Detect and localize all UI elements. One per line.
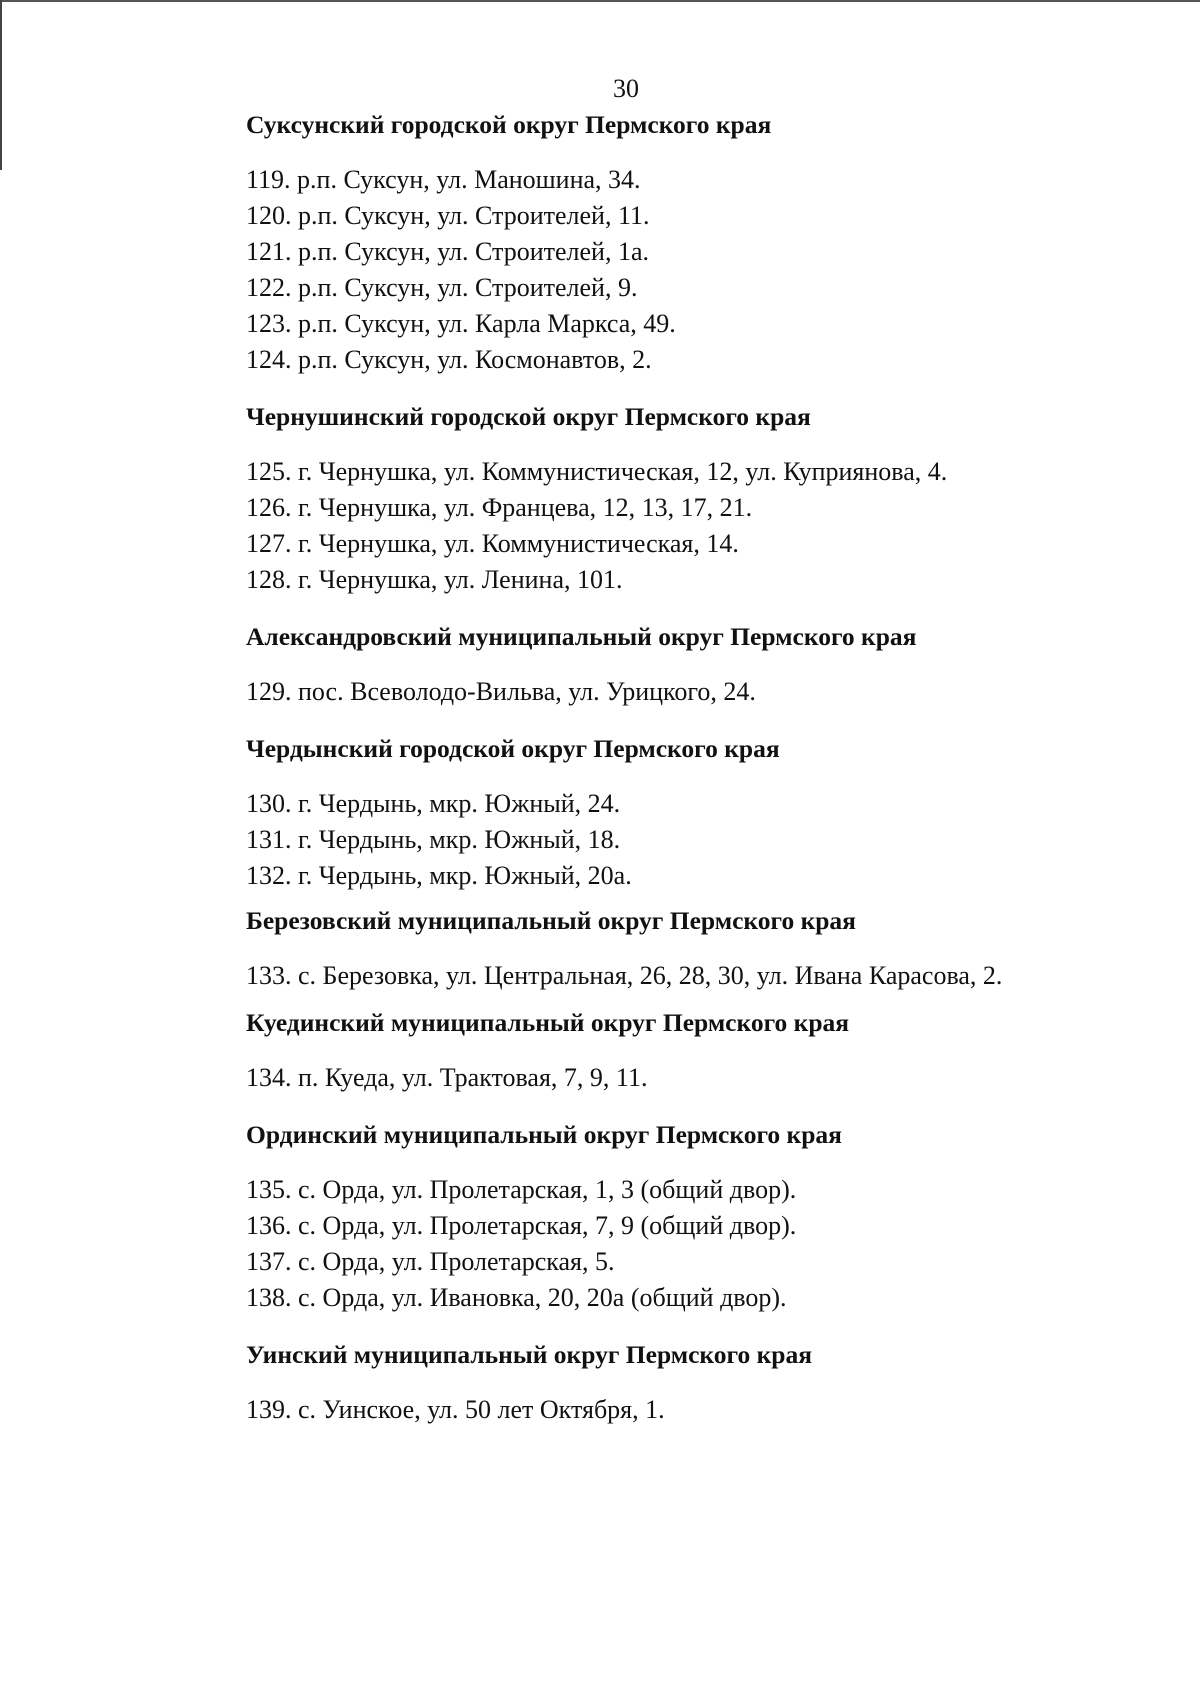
address-item: 131. г. Чердынь, мкр. Южный, 18.	[246, 825, 621, 854]
address-item: 128. г. Чернушка, ул. Ленина, 101.	[246, 565, 623, 594]
address-item: 136. с. Орда, ул. Пролетарская, 7, 9 (общий двор).	[246, 1211, 797, 1240]
address-item: 122. р.п. Суксун, ул. Строителей, 9.	[246, 273, 638, 302]
section-heading: Куединский муниципальный округ Пермского края	[246, 1008, 850, 1037]
section-heading: Чернушинский городской округ Пермского края	[246, 402, 811, 431]
address-item: 129. пос. Всеволодо-Вильва, ул. Урицкого, 24.	[246, 677, 756, 706]
section-aleksandrovsk	[246, 622, 1146, 710]
section-heading: Суксунский городской округ Пермского края	[246, 110, 772, 139]
address-list	[246, 1392, 1146, 1428]
address-item: 127. г. Чернушка, ул. Коммунистическая, 14.	[246, 529, 739, 558]
section-suksun	[246, 110, 1146, 378]
section-heading: Чердынский городской округ Пермского края	[246, 734, 780, 763]
page-number: 30	[613, 74, 639, 103]
scan-edge-top	[0, 0, 1200, 2]
address-list	[246, 1060, 1146, 1096]
section-chernushka	[246, 402, 1146, 598]
address-item: 137. с. Орда, ул. Пролетарская, 5.	[246, 1247, 615, 1276]
address-item: 123. р.п. Суксун, ул. Карла Маркса, 49.	[246, 309, 676, 338]
address-item: 133. с. Березовка, ул. Центральная, 26, 28, 30, ул. Ивана Карасова, 2.	[246, 961, 1003, 990]
address-list	[246, 162, 1146, 378]
address-list	[246, 1172, 1146, 1316]
address-item: 138. с. Орда, ул. Ивановка, 20, 20а (общий двор).	[246, 1283, 787, 1312]
section-orda	[246, 1120, 1146, 1316]
section-cherdyn	[246, 734, 1146, 894]
address-item: 126. г. Чернушка, ул. Францева, 12, 13, 17, 21.	[246, 493, 753, 522]
section-uinskoe	[246, 1340, 1146, 1428]
address-item: 139. с. Уинское, ул. 50 лет Октября, 1.	[246, 1395, 665, 1424]
section-heading: Ординский муниципальный округ Пермского края	[246, 1120, 842, 1149]
document-body	[246, 110, 1146, 1428]
address-item: 125. г. Чернушка, ул. Коммунистическая, 12, ул. Куприянова, 4.	[246, 457, 948, 486]
address-list	[246, 958, 1146, 994]
address-list	[246, 786, 1146, 894]
address-item: 119. р.п. Суксун, ул. Маношина, 34.	[246, 165, 641, 194]
address-item: 135. с. Орда, ул. Пролетарская, 1, 3 (общий двор).	[246, 1175, 797, 1204]
address-item: 121. р.п. Суксун, ул. Строителей, 1а.	[246, 237, 649, 266]
section-berezovka	[246, 906, 1146, 994]
address-item: 134. п. Куеда, ул. Трактовая, 7, 9, 11.	[246, 1063, 648, 1092]
address-item: 124. р.п. Суксун, ул. Космонавтов, 2.	[246, 345, 652, 374]
address-item: 120. р.п. Суксун, ул. Строителей, 11.	[246, 201, 650, 230]
section-heading: Александровский муниципальный округ Пермского края	[246, 622, 917, 651]
section-heading: Березовский муниципальный округ Пермского края	[246, 906, 856, 935]
address-list	[246, 674, 1146, 710]
section-heading: Уинский муниципальный округ Пермского края	[246, 1340, 813, 1369]
section-kueda	[246, 1008, 1146, 1096]
address-item: 130. г. Чердынь, мкр. Южный, 24.	[246, 789, 621, 818]
address-item: 132. г. Чердынь, мкр. Южный, 20а.	[246, 861, 632, 890]
address-list	[246, 454, 1146, 598]
